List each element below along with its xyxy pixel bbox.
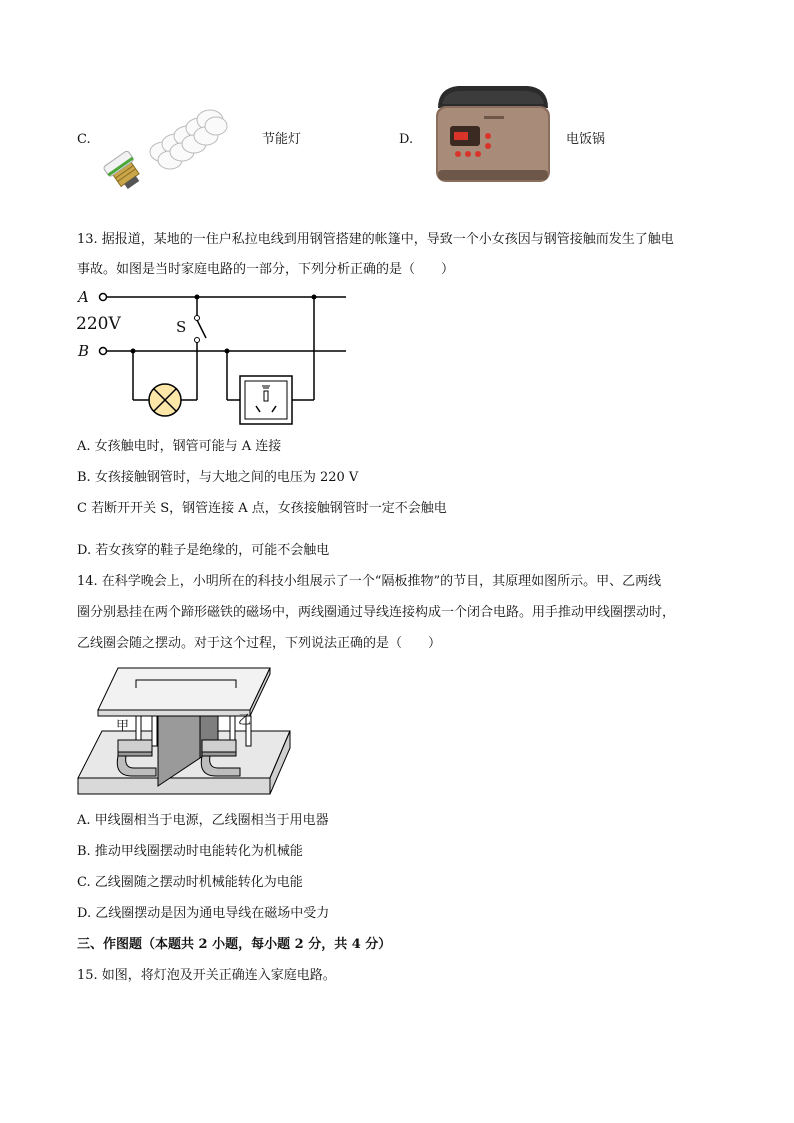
q15-stem: 15. 如图，将灯泡及开关正确连入家庭电路。 — [77, 968, 336, 983]
q13-option-a: A. 女孩触电时，钢管可能与 A 连接 — [77, 439, 282, 454]
option-c-letter: C. — [77, 132, 91, 147]
q14-option-c: C. 乙线圈随之摆动时机械能转化为电能 — [77, 875, 303, 890]
option-d-letter: D. — [399, 132, 414, 147]
q14-option-a: A. 甲线圈相当于电源，乙线圈相当于用电器 — [77, 813, 329, 828]
energy-saving-lamp-image — [104, 100, 234, 190]
circuit-label-b: B — [78, 342, 90, 360]
section3-heading: 三、作图题（本题共 2 小题，每小题 2 分，共 4 分） — [77, 937, 392, 952]
coil-label-right: 乙 — [238, 713, 252, 728]
q14-stem-line1: 14. 在科学晚会上，小明所在的科技小组展示了一个“隔板推物”的节目，其原理如图所示。甲、乙两线 — [77, 574, 662, 589]
q13-circuit-figure — [70, 284, 360, 414]
q13-stem-line2: 事故。如图是当时家庭电路的一部分，下列分析正确的是（ ） — [77, 262, 455, 277]
q13-option-c: C 若断开开关 S，钢管连接 A 点，女孩接触钢管时一定不会触电 — [77, 501, 447, 516]
circuit-label-voltage: 220V — [76, 314, 121, 334]
q13-stem-line1: 13. 据报道，某地的一住户私拉电线到用钢管搭建的帐篷中，导致一个小女孩因与钢管接触而发生了触电 — [77, 232, 674, 247]
coil-label-left: 甲 — [116, 719, 130, 734]
circuit-label-switch: S — [176, 318, 187, 336]
circuit-label-a: A — [78, 288, 89, 306]
rice-cooker-image — [428, 80, 558, 190]
q13-option-b: B. 女孩接触钢管时，与大地之间的电压为 220 V — [77, 470, 359, 485]
q14-option-d: D. 乙线圈摆动是因为通电导线在磁场中受力 — [77, 906, 330, 921]
option-d-label: 电饭锅 — [566, 132, 606, 147]
q14-option-b: B. 推动甲线圈摆动时电能转化为机械能 — [77, 844, 303, 859]
q14-stem-line3: 乙线圈会随之摆动。对于这个过程，下列说法正确的是（ ） — [77, 636, 442, 651]
q13-option-d: D. 若女孩穿的鞋子是绝缘的，可能不会触电 — [77, 543, 330, 558]
option-c-label: 节能灯 — [262, 132, 302, 147]
q14-coil-figure — [74, 666, 294, 801]
q14-stem-line2: 圈分别悬挂在两个蹄形磁铁的磁场中，两线圈通过导线连接构成一个闭合电路。用手推动甲线圈摆动时， — [77, 605, 676, 620]
